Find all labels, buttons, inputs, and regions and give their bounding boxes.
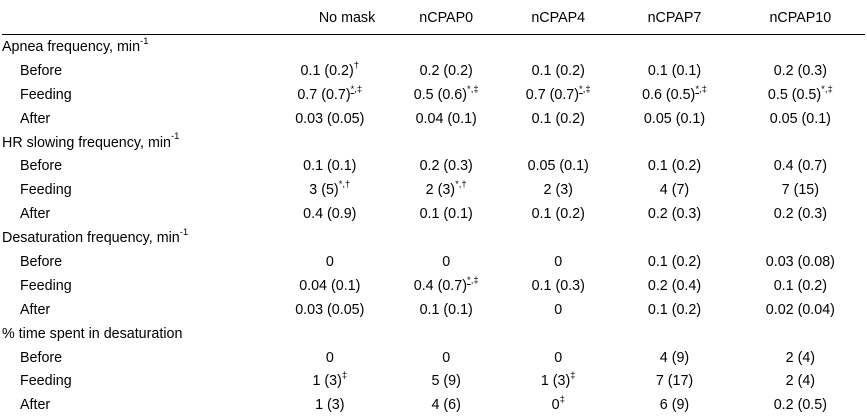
table-row: [2, 250, 865, 274]
cell-value: 0: [442, 349, 451, 366]
table-cell: [389, 346, 503, 370]
cell-value: 0.1 (0.2): [531, 62, 585, 79]
empty-cell: [613, 131, 735, 155]
cell-value: 0: [442, 253, 451, 270]
table-cell: [389, 202, 503, 226]
cell-value: 5 (9): [431, 373, 461, 390]
cell-value: 7 (17): [655, 373, 694, 390]
table-cell: [389, 178, 503, 202]
table-cell: [503, 393, 613, 417]
column-header: nCPAP10: [736, 0, 865, 35]
table-cell: [503, 154, 613, 178]
table-cell: [736, 154, 865, 178]
table-cell: [389, 107, 503, 131]
cell-value: 2 (3): [425, 182, 456, 199]
cell-value: 0.1 (0.2): [773, 277, 827, 294]
table-cell: [246, 298, 389, 322]
cell-value: 0.1 (0.1): [419, 206, 473, 223]
table-cell: [389, 274, 503, 298]
cell-value: 0: [551, 397, 560, 414]
column-header: No mask: [246, 0, 389, 35]
table-cell: [246, 59, 389, 83]
table-cell: [736, 202, 865, 226]
unit-superscript: -1: [140, 35, 149, 47]
table-cell: [613, 250, 735, 274]
section-row: [2, 226, 865, 250]
empty-cell: [246, 322, 389, 346]
empty-cell: [736, 131, 865, 155]
cell-value: 0.2 (0.3): [773, 206, 827, 223]
footnote-marker: *,‡: [579, 83, 591, 95]
row-label: Feeding: [20, 373, 72, 390]
cell-value: 0.1 (0.2): [647, 158, 702, 175]
cell-value: 0.2 (0.3): [419, 158, 473, 175]
row-label: Before: [20, 253, 63, 270]
cell-value: 4 (9): [659, 349, 690, 366]
table-cell: [736, 346, 865, 370]
cell-value: 0.03 (0.05): [295, 110, 365, 127]
empty-cell: [736, 226, 865, 250]
cell-value: 2 (4): [785, 373, 816, 390]
section-title: [2, 131, 246, 155]
empty-cell: [736, 322, 865, 346]
cell-value: 1 (3): [540, 373, 571, 390]
table-cell: [246, 346, 389, 370]
table-cell: [613, 298, 735, 322]
table-row: [2, 346, 865, 370]
table-cell: [736, 250, 865, 274]
table-cell: [503, 83, 613, 107]
section-title: [2, 35, 246, 59]
footnote-marker: *,‡: [821, 83, 833, 95]
empty-cell: [613, 226, 735, 250]
cell-value: 4 (7): [659, 182, 690, 199]
table-cell: [389, 59, 503, 83]
table-cell: [503, 107, 613, 131]
results-table: [2, 0, 865, 417]
column-header: nCPAP7: [613, 0, 735, 35]
cell-value: 0.6 (0.5): [642, 86, 696, 103]
table-cell: [246, 178, 389, 202]
table-cell: [736, 107, 865, 131]
row-label: Feeding: [20, 277, 72, 294]
cell-value: 0.4 (0.7): [773, 158, 827, 175]
table-cell: [389, 393, 503, 417]
cell-value: 0: [554, 349, 563, 366]
row-label: After: [20, 397, 51, 414]
column-header: nCPAP4: [503, 0, 613, 35]
footnote-marker: ‡: [559, 394, 565, 406]
row-label: After: [20, 301, 51, 318]
table-cell: [503, 369, 613, 393]
table-cell: [613, 346, 735, 370]
row-label: Feeding: [20, 86, 72, 103]
footnote-marker: †: [353, 59, 360, 71]
empty-cell: [246, 226, 389, 250]
cell-value: 0.2 (0.2): [419, 62, 473, 79]
empty-cell: [613, 322, 735, 346]
cell-value: 0: [554, 301, 563, 318]
cell-value: 0.7 (0.7): [297, 86, 351, 103]
table-cell: [503, 250, 613, 274]
table-cell: [503, 298, 613, 322]
empty-cell: [389, 131, 503, 155]
table-cell: [613, 59, 735, 83]
empty-cell: [389, 322, 503, 346]
table-cell: [389, 154, 503, 178]
cell-value: 0.1 (0.2): [531, 206, 585, 223]
table-cell: [389, 369, 503, 393]
cell-value: 0.03 (0.05): [295, 301, 365, 318]
cell-value: 0.2 (0.5): [773, 397, 827, 414]
table-row: [2, 59, 865, 83]
table-cell: [736, 59, 865, 83]
cell-value: 0.4 (0.9): [303, 206, 357, 223]
table-cell: [613, 393, 735, 417]
empty-cell: [389, 226, 503, 250]
table-cell: [613, 274, 735, 298]
empty-cell: [246, 35, 389, 59]
section-row: [2, 35, 865, 59]
section-row: [2, 131, 865, 155]
table-cell: [246, 107, 389, 131]
cell-value: 0.04 (0.1): [415, 110, 477, 127]
cell-value: 0.2 (0.4): [647, 277, 702, 294]
table-cell: [246, 274, 389, 298]
table-cell: [736, 393, 865, 417]
table-cell: [503, 59, 613, 83]
row-label: Before: [20, 62, 63, 79]
footnote-marker: *,‡: [695, 83, 707, 95]
table-body: [2, 0, 865, 417]
row-label: Before: [20, 158, 63, 175]
footnote-marker: *,‡: [467, 274, 479, 286]
empty-cell: [503, 322, 613, 346]
unit-superscript: -1: [179, 226, 189, 238]
footnote-marker: *,‡: [467, 83, 479, 95]
section-title: [2, 226, 246, 250]
empty-cell: [503, 131, 613, 155]
empty-cell: [503, 226, 613, 250]
cell-value: 0.1 (0.2): [300, 62, 354, 79]
cell-value: 0.5 (0.6): [413, 86, 467, 103]
table-cell: [503, 346, 613, 370]
cell-value: 0.03 (0.08): [765, 253, 835, 270]
row-label: After: [20, 110, 51, 127]
row-label: After: [20, 206, 51, 223]
footnote-marker: ‡: [570, 370, 576, 382]
cell-value: 0.7 (0.7): [525, 86, 580, 103]
table-cell: [613, 202, 735, 226]
cell-value: 1 (3): [315, 397, 345, 414]
table-cell: [613, 83, 735, 107]
table-cell: [246, 154, 389, 178]
table-cell: [246, 202, 389, 226]
cell-value: 0.1 (0.1): [303, 158, 357, 175]
table-cell: [736, 298, 865, 322]
cell-value: 6 (9): [659, 397, 690, 414]
table-cell: [613, 178, 735, 202]
section-title-text: % time spent in desaturation: [2, 325, 183, 342]
table-row: [2, 274, 865, 298]
cell-value: 0.4 (0.7): [413, 277, 467, 294]
cell-value: 0.5 (0.5): [767, 86, 822, 103]
cell-value: 2 (3): [543, 182, 573, 199]
section-title-text: Desaturation frequency, min: [2, 230, 180, 247]
table-row: [2, 202, 865, 226]
table-cell: [389, 83, 503, 107]
table-cell: [246, 83, 389, 107]
cell-value: 0.2 (0.3): [773, 62, 827, 79]
section-title-text: HR slowing frequency, min: [2, 134, 171, 151]
cell-value: 2 (4): [785, 349, 816, 366]
table-cell: [736, 83, 865, 107]
unit-superscript: -1: [170, 131, 180, 143]
table-row: [2, 107, 865, 131]
cell-value: 0.05 (0.1): [769, 110, 831, 127]
table-cell: [503, 178, 613, 202]
cell-value: 0.1 (0.2): [647, 253, 702, 270]
empty-cell: [389, 35, 503, 59]
section-row: [2, 322, 865, 346]
table-cell: [246, 250, 389, 274]
table-cell: [613, 107, 735, 131]
cell-value: 0.1 (0.2): [647, 301, 702, 318]
cell-value: 0.1 (0.1): [419, 301, 473, 318]
header-row: [2, 0, 865, 35]
cell-value: 0.1 (0.3): [531, 277, 585, 294]
footnote-marker: *,†: [338, 179, 351, 191]
cell-value: 0.1 (0.1): [647, 62, 702, 79]
cell-value: 0.2 (0.3): [647, 206, 702, 223]
column-header: nCPAP0: [389, 0, 503, 35]
footnote-marker: ‡: [341, 370, 348, 382]
empty-cell: [246, 131, 389, 155]
cell-value: 1 (3): [312, 373, 342, 390]
table-cell: [736, 178, 865, 202]
table-cell: [736, 369, 865, 393]
cell-value: 0: [325, 349, 334, 366]
section-title-text: Apnea frequency, min: [2, 38, 141, 55]
empty-cell: [503, 35, 613, 59]
empty-cell: [613, 35, 735, 59]
footnote-marker: *,†: [455, 179, 467, 191]
table-row: [2, 83, 865, 107]
table-row: [2, 393, 865, 417]
cell-value: 0: [554, 253, 563, 270]
table-row: [2, 154, 865, 178]
footnote-marker: *,‡: [350, 83, 363, 95]
table-cell: [503, 274, 613, 298]
header-blank: [2, 0, 246, 35]
row-label: Feeding: [20, 182, 72, 199]
table-cell: [389, 250, 503, 274]
empty-cell: [736, 35, 865, 59]
table-cell: [736, 274, 865, 298]
cell-value: 0.02 (0.04): [765, 301, 835, 318]
cell-value: 3 (5): [309, 182, 339, 199]
cell-value: 0.1 (0.2): [531, 110, 585, 127]
row-label: Before: [20, 349, 63, 366]
table-row: [2, 178, 865, 202]
table-cell: [246, 393, 389, 417]
cell-value: 0.05 (0.1): [527, 158, 589, 175]
cell-value: 0: [325, 253, 334, 270]
table-cell: [613, 369, 735, 393]
cell-value: 0.04 (0.1): [299, 277, 361, 294]
table-cell: [503, 202, 613, 226]
cell-value: 4 (6): [431, 397, 461, 414]
section-title: [2, 322, 246, 346]
cell-value: 7 (15): [781, 182, 820, 199]
cell-value: 0.05 (0.1): [643, 110, 706, 127]
table-cell: [389, 298, 503, 322]
table-cell: [246, 369, 389, 393]
table-row: [2, 298, 865, 322]
table-cell: [613, 154, 735, 178]
table-row: [2, 369, 865, 393]
